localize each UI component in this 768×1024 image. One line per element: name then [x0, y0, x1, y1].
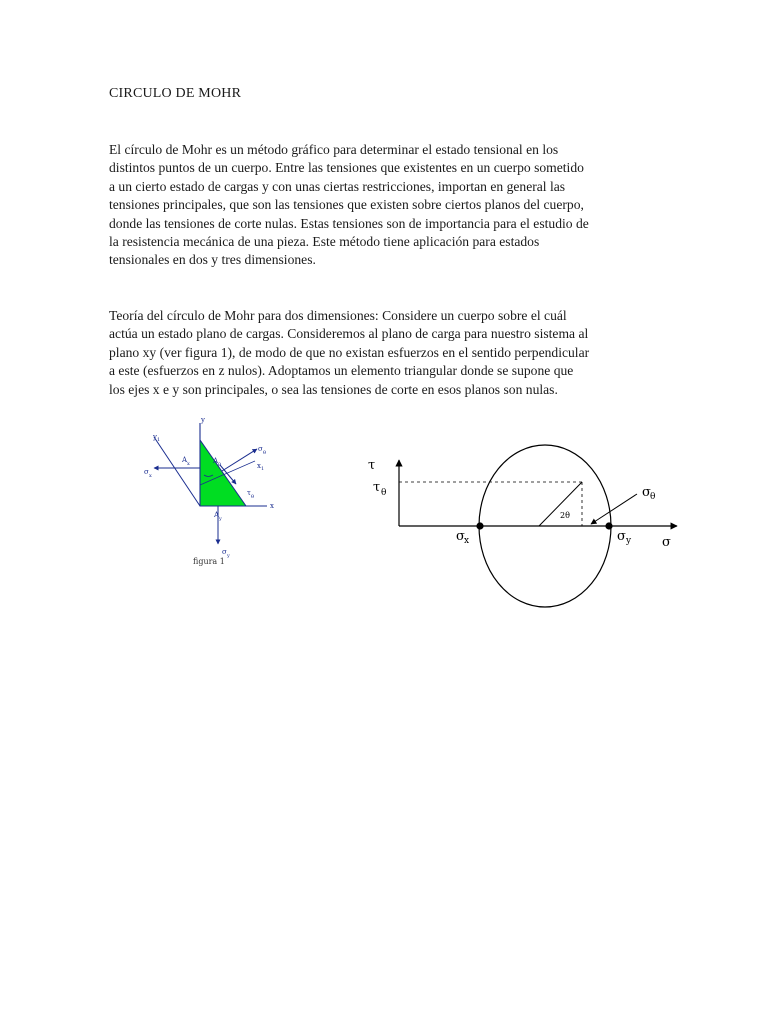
figure-1-caption: figura 1	[193, 557, 225, 566]
paragraph-line: tensiones principales, que son las tensiones que existen sobre ciertos planos del cuerpo,	[109, 197, 584, 213]
sigma-y-label: σ	[222, 548, 227, 556]
area-x-subscript: x	[187, 461, 190, 467]
paragraph-line: a un cierto estado de cargas y con unas ciertas restricciones, importan en general las	[109, 178, 566, 194]
angle-label: 2θ	[560, 511, 570, 520]
sigma-y-subscript: y	[227, 553, 230, 559]
sigma-x-point	[476, 522, 483, 529]
y1-subscript: 1	[157, 437, 161, 443]
sigma-x-label: σ	[456, 529, 465, 544]
tau-theta-subscript: θ	[381, 488, 387, 498]
paragraph-line: El círculo de Mohr es un método gráfico para determinar el estado tensional en los	[109, 142, 559, 157]
figure-1-stress-element	[140, 405, 290, 570]
tau-theta-subscript: θ	[251, 494, 255, 500]
paragraph-intro	[109, 141, 669, 270]
sigma-axis-label: σ	[662, 535, 671, 550]
y1-label: y	[153, 433, 157, 441]
paragraph-line: distintos puntos de un cuerpo. Entre las tensiones que existentes en un cuerpo sometido	[109, 160, 584, 176]
area-y-subscript: y	[219, 516, 222, 522]
sigma-x-subscript: x	[149, 473, 152, 479]
area-x-label: A	[182, 456, 188, 464]
paragraph-line: donde las tensiones de corte nulas. Estas tensiones son de importancia para el estudio de	[109, 215, 589, 231]
paragraph-line: plano xy (ver figura 1), de modo de que no existan esfuerzos en el sentido perpendicular	[109, 344, 590, 360]
tau-theta-label: τ	[247, 489, 251, 497]
document-title: CIRCULO DE MOHR	[109, 86, 242, 101]
x-axis-label: x	[270, 502, 274, 510]
paragraph-line: Teoría del círculo de Mohr para dos dimensiones: Considere un cuerpo sobre el cuál	[109, 308, 567, 323]
paragraph-line: actúa un estado plano de cargas. Consideremos al plano de carga para nuestro sistema al	[109, 326, 589, 342]
paragraph-line: tensionales en dos y tres dimensiones.	[109, 252, 316, 268]
paragraph-line: a este (esfuerzos en z nulos). Adoptamos un elemento triangular donde se supone que	[109, 363, 574, 379]
sigma-y-point	[605, 522, 612, 529]
sigma-x-label: σ	[144, 468, 149, 476]
area-theta-subscript: θ	[218, 462, 222, 468]
x1-subscript: 1	[261, 466, 265, 472]
sigma-theta-subscript: θ	[650, 492, 656, 502]
sigma-y-subscript: y	[626, 536, 632, 546]
sigma-theta-arrow	[591, 494, 637, 524]
plane-line	[154, 437, 200, 506]
paragraph-theory	[109, 307, 669, 399]
sigma-theta-label: σ	[642, 485, 651, 500]
paragraph-line: los ejes x e y son principales, o sea las tensiones de corte en esos planos son nulas.	[109, 381, 558, 397]
sigma-theta-label: σ	[258, 445, 263, 453]
figure-2-mohr-circle	[355, 440, 685, 610]
tau-axis-label: τ	[368, 458, 376, 473]
paragraph-line: la resistencia mecánica de una pieza. Este método tiene aplicación para estados	[109, 234, 540, 250]
sigma-theta-subscript: θ	[263, 450, 267, 456]
sigma-x-subscript: x	[464, 536, 470, 546]
area-y-label: A	[214, 511, 220, 519]
triangular-element	[200, 440, 246, 506]
x1-label: x	[257, 462, 261, 470]
tau-theta-label: τ	[373, 480, 381, 495]
area-theta-label: A	[213, 457, 219, 465]
sigma-y-label: σ	[617, 529, 626, 544]
y-axis-label: y	[201, 416, 205, 424]
